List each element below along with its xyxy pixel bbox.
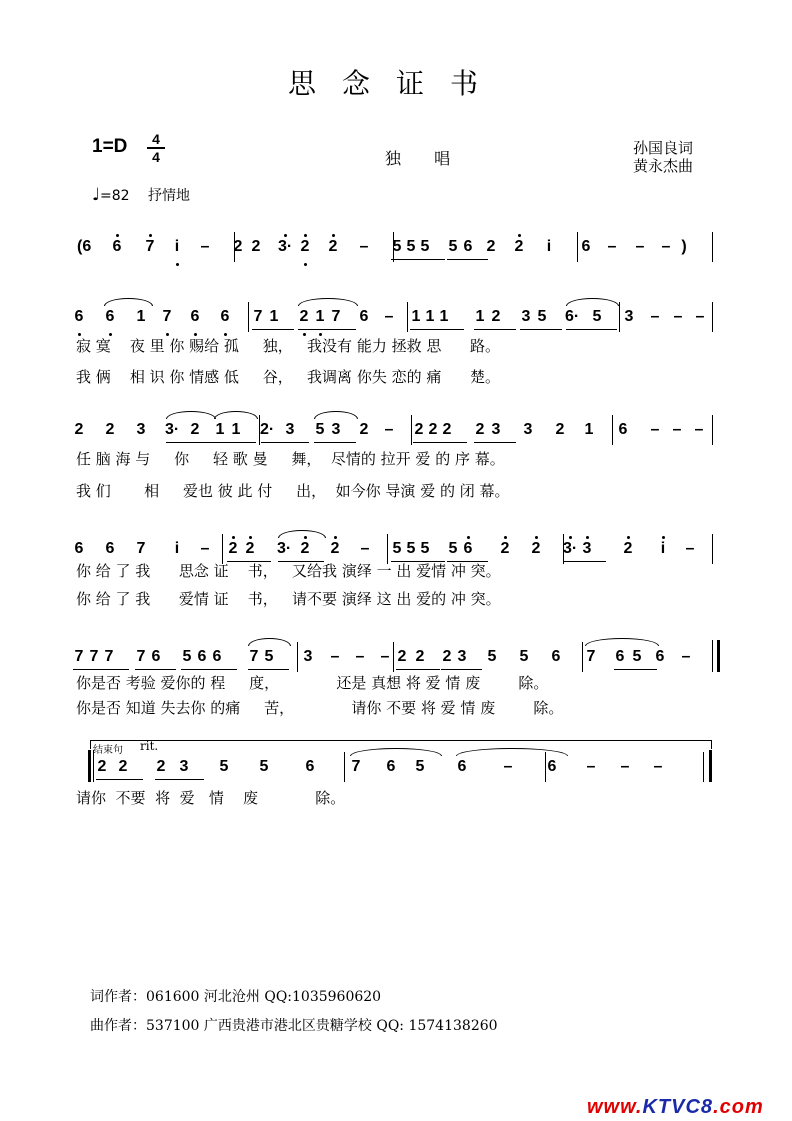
- note: 2: [623, 540, 633, 557]
- note: 2: [428, 421, 438, 438]
- bar-line: [344, 752, 345, 782]
- note: 2: [245, 540, 255, 557]
- beam-underline: [155, 779, 204, 780]
- octave-dot-above: [569, 536, 572, 539]
- bar-line: [297, 642, 298, 672]
- note: 3: [331, 421, 341, 438]
- note: 6: [457, 758, 467, 775]
- slur-arc: [298, 298, 358, 306]
- note: 1: [439, 308, 449, 325]
- note: 2: [228, 540, 238, 557]
- note: 1: [231, 421, 241, 438]
- composer-credit: 黄永杰曲: [633, 157, 694, 175]
- beam-underline: [396, 669, 440, 670]
- bar-line: [582, 642, 583, 672]
- beam-underline: [252, 329, 294, 330]
- note: i: [660, 540, 666, 557]
- slur-arc: [456, 748, 568, 756]
- note: 7: [74, 648, 84, 665]
- quarter-note-icon: ♩: [92, 185, 101, 205]
- bar-line: [407, 302, 408, 332]
- note: –: [650, 308, 660, 325]
- watermark: www.KTVC8.com: [587, 1096, 764, 1118]
- note: 3: [624, 308, 634, 325]
- note: 5: [182, 648, 192, 665]
- beam-underline: [73, 669, 129, 670]
- note: 3: [582, 540, 592, 557]
- note: 7: [136, 648, 146, 665]
- octave-dot-below: [304, 263, 307, 266]
- start-repeat-bar: [88, 750, 91, 782]
- note: 6: [463, 238, 473, 255]
- note: –: [635, 238, 645, 255]
- beam-underline: [441, 669, 482, 670]
- note: 2: [486, 238, 496, 255]
- slur-arc: [248, 638, 291, 646]
- bar-line: [259, 415, 260, 445]
- bar-line: [612, 415, 613, 445]
- note: 1: [475, 308, 485, 325]
- note: –: [661, 238, 671, 255]
- note: 6: [547, 758, 557, 775]
- octave-dot-above: [467, 536, 470, 539]
- lyric-line: 你 给 了 我 思念 证 书， 又给我 演绎 一 出 爱情 冲 突。: [76, 562, 501, 580]
- note: 5: [264, 648, 274, 665]
- note: 2: [531, 540, 541, 557]
- octave-dot-above: [284, 234, 287, 237]
- note: 2: [118, 758, 128, 775]
- note: –: [681, 648, 691, 665]
- note: 2: [156, 758, 166, 775]
- note: 3·: [563, 540, 578, 557]
- octave-dot-above: [504, 536, 507, 539]
- beam-underline: [214, 442, 256, 443]
- expression-mark: 抒情地: [148, 188, 190, 204]
- lyric-line: 你是否 考验 爱你的 程 度， 还是 真想 将 爱 情 废 除。: [76, 674, 549, 692]
- note: 6: [359, 308, 369, 325]
- octave-dot-above: [304, 234, 307, 237]
- time-signature: 4 4: [147, 132, 165, 164]
- note: 6: [105, 308, 115, 325]
- note: 3: [491, 421, 501, 438]
- lyric-line: 你是否 知道 失去你 的痛 苦， 请你 不要 将 爱 情 废 除。: [76, 699, 564, 717]
- octave-dot-above: [518, 234, 521, 237]
- note: 6: [112, 238, 122, 255]
- beam-underline: [474, 329, 516, 330]
- end-repeat-bar-thin: [712, 640, 713, 672]
- note: 5: [392, 238, 402, 255]
- slur-arc: [278, 530, 326, 538]
- octave-dot-above: [627, 536, 630, 539]
- note: 6: [551, 648, 561, 665]
- bar-line: [712, 302, 713, 332]
- note: –: [330, 648, 340, 665]
- note: –: [384, 421, 394, 438]
- ending-bracket: [90, 740, 712, 749]
- beam-underline: [391, 259, 445, 260]
- note: 7: [145, 238, 155, 255]
- note: 2: [328, 238, 338, 255]
- note: 1: [584, 421, 594, 438]
- beam-underline: [447, 259, 488, 260]
- bar-line: [411, 415, 412, 445]
- note: –: [355, 648, 365, 665]
- note: –: [380, 648, 390, 665]
- note: 3: [179, 758, 189, 775]
- slur-arc: [566, 298, 619, 306]
- performance-type: 独 唱: [385, 149, 465, 168]
- note: 1: [315, 308, 325, 325]
- end-repeat-bar: [717, 640, 720, 672]
- beam-underline: [261, 442, 309, 443]
- beam-underline: [413, 442, 467, 443]
- lyric-line: 寂 寞 夜 里 你 赐给 孤 独， 我没有 能力 拯救 思 路。: [76, 337, 500, 355]
- note: 2: [555, 421, 565, 438]
- note: 7: [253, 308, 263, 325]
- note: 2: [359, 421, 369, 438]
- note: 1: [411, 308, 421, 325]
- note: 6: [220, 308, 230, 325]
- note: 3: [457, 648, 467, 665]
- note: 2: [300, 238, 310, 255]
- note: ): [681, 238, 687, 255]
- octave-dot-above: [332, 234, 335, 237]
- note: 7: [89, 648, 99, 665]
- lyric-line: 任 脑 海 与 你 轻 歌 曼 舞， 尽情的 拉开 爱 的 序 幕。: [76, 450, 505, 468]
- note: 2: [105, 421, 115, 438]
- note: 2: [514, 238, 524, 255]
- note: 2: [500, 540, 510, 557]
- note: 7: [249, 648, 259, 665]
- note: –: [607, 238, 617, 255]
- note: 6: [105, 540, 115, 557]
- note: 1: [136, 308, 146, 325]
- beam-underline: [181, 669, 237, 670]
- note: –: [653, 758, 663, 775]
- octave-dot-above: [662, 536, 665, 539]
- note: 6: [190, 308, 200, 325]
- bar-line: [712, 415, 713, 445]
- note: 3: [136, 421, 146, 438]
- note: 5: [487, 648, 497, 665]
- slur-arc: [214, 411, 258, 419]
- note: 6: [386, 758, 396, 775]
- bar-line: [703, 752, 704, 782]
- note: 2: [190, 421, 200, 438]
- note: 3: [285, 421, 295, 438]
- octave-dot-below: [176, 263, 179, 266]
- note: 2: [442, 421, 452, 438]
- note: 3: [303, 648, 313, 665]
- slur-arc: [166, 411, 216, 419]
- note: 6: [655, 648, 665, 665]
- note: 5: [392, 540, 402, 557]
- note: 7: [586, 648, 596, 665]
- note: 5: [537, 308, 547, 325]
- note: 2: [251, 238, 261, 255]
- bar-line: [563, 534, 564, 564]
- note: 5: [420, 238, 430, 255]
- note: 2: [491, 308, 501, 325]
- note: 5: [519, 648, 529, 665]
- note: 6: [581, 238, 591, 255]
- note: 7: [136, 540, 146, 557]
- beam-underline: [410, 329, 464, 330]
- beam-underline: [248, 669, 289, 670]
- note: 6: [74, 308, 84, 325]
- footer-composer: 曲作者：537100 广西贵港市港北区贵糖学校 QQ: 1574138260: [90, 1018, 498, 1034]
- note: –: [694, 421, 704, 438]
- ending-label: 结束句: [93, 745, 123, 756]
- note: 5: [592, 308, 602, 325]
- ritardando-mark: rit.: [140, 739, 159, 753]
- note: i: [174, 540, 180, 557]
- note: 6: [615, 648, 625, 665]
- note: 2: [415, 648, 425, 665]
- lyric-line: 我 们 相 爱也 彼 此 付 出， 如今你 导演 爱 的 闭 幕。: [76, 482, 510, 500]
- note: 6: [463, 540, 473, 557]
- note: 3·: [278, 238, 293, 255]
- bar-line: [393, 642, 394, 672]
- note: –: [673, 308, 683, 325]
- note: 3·: [165, 421, 180, 438]
- note: 5: [448, 238, 458, 255]
- note: 1: [425, 308, 435, 325]
- beam-underline: [96, 779, 143, 780]
- note: 3·: [277, 540, 292, 557]
- key-signature: 1=D: [92, 136, 128, 157]
- beam-underline: [474, 442, 516, 443]
- bar-line: [577, 232, 578, 262]
- bar-line: [712, 534, 713, 564]
- note: 3: [521, 308, 531, 325]
- note: 6: [212, 648, 222, 665]
- note: 2: [442, 648, 452, 665]
- note: –: [360, 540, 370, 557]
- note: 5: [415, 758, 425, 775]
- note: –: [685, 540, 695, 557]
- note: 2: [233, 238, 243, 255]
- octave-dot-above: [249, 536, 252, 539]
- note: 2: [414, 421, 424, 438]
- bar-line: [712, 232, 713, 262]
- final-bar: [709, 750, 712, 782]
- note: 2: [299, 308, 309, 325]
- note: 1: [269, 308, 279, 325]
- note: –: [503, 758, 513, 775]
- octave-dot-above: [149, 234, 152, 237]
- note: 2: [300, 540, 310, 557]
- footer-lyricist: 词作者：061600 河北沧州 QQ:1035960620: [90, 989, 382, 1005]
- slur-arc: [350, 748, 442, 756]
- note: –: [620, 758, 630, 775]
- note: 5: [406, 540, 416, 557]
- octave-dot-above: [586, 536, 589, 539]
- note: 1: [215, 421, 225, 438]
- note: 5: [406, 238, 416, 255]
- note: –: [359, 238, 369, 255]
- bar-line: [619, 302, 620, 332]
- note: 5: [259, 758, 269, 775]
- note: 6: [74, 540, 84, 557]
- note: –: [586, 758, 596, 775]
- note: 7: [351, 758, 361, 775]
- note: 2: [97, 758, 107, 775]
- note: 2: [475, 421, 485, 438]
- tempo-mark: ♩=82: [92, 185, 130, 205]
- note: i: [546, 238, 552, 255]
- note: 5: [448, 540, 458, 557]
- octave-dot-above: [116, 234, 119, 237]
- beam-underline: [520, 329, 562, 330]
- note: –: [384, 308, 394, 325]
- note: –: [695, 308, 705, 325]
- note: 5: [632, 648, 642, 665]
- note: –: [200, 238, 210, 255]
- note: –: [672, 421, 682, 438]
- bar-line: [545, 752, 546, 782]
- note: 5: [420, 540, 430, 557]
- slur-arc: [585, 638, 659, 646]
- note: (6: [77, 238, 92, 255]
- note: 2·: [260, 421, 275, 438]
- beam-underline: [566, 329, 617, 330]
- beam-underline: [135, 669, 176, 670]
- beam-underline: [298, 329, 356, 330]
- note: 6: [197, 648, 207, 665]
- slur-arc: [104, 298, 153, 306]
- bar-line: [248, 302, 249, 332]
- note: 7: [104, 648, 114, 665]
- note: 6: [305, 758, 315, 775]
- note: 2: [397, 648, 407, 665]
- note: 7: [331, 308, 341, 325]
- note: 5: [219, 758, 229, 775]
- note: 6: [151, 648, 161, 665]
- note: 6·: [565, 308, 580, 325]
- note: 2: [330, 540, 340, 557]
- beam-underline: [166, 442, 214, 443]
- lyric-line: 我 俩 相 识 你 情感 低 谷， 我调离 你失 恋的 痛 楚。: [76, 368, 500, 386]
- beam-underline: [614, 669, 657, 670]
- note: 2: [74, 421, 84, 438]
- bar-line: [393, 232, 394, 262]
- lyricist-credit: 孙国良词: [633, 139, 694, 157]
- beam-underline: [314, 442, 356, 443]
- beam-underline: [564, 561, 606, 562]
- note: 5: [315, 421, 325, 438]
- octave-dot-above: [535, 536, 538, 539]
- note: 7: [162, 308, 172, 325]
- credits: [633, 139, 693, 175]
- note: –: [200, 540, 210, 557]
- lyric-line: 你 给 了 我 爱情 证 书， 请不要 演绎 这 出 爱的 冲 突。: [76, 590, 501, 608]
- octave-dot-above: [334, 536, 337, 539]
- page-title: 思念证书: [287, 67, 504, 100]
- note: –: [650, 421, 660, 438]
- slur-arc: [314, 411, 358, 419]
- lyric-line: 请你 不要 将 爱 情 废 除。: [76, 789, 346, 807]
- note: i: [174, 238, 180, 255]
- note: 6: [618, 421, 628, 438]
- bar-line: [234, 232, 235, 262]
- octave-dot-above: [232, 536, 235, 539]
- note: 3: [523, 421, 533, 438]
